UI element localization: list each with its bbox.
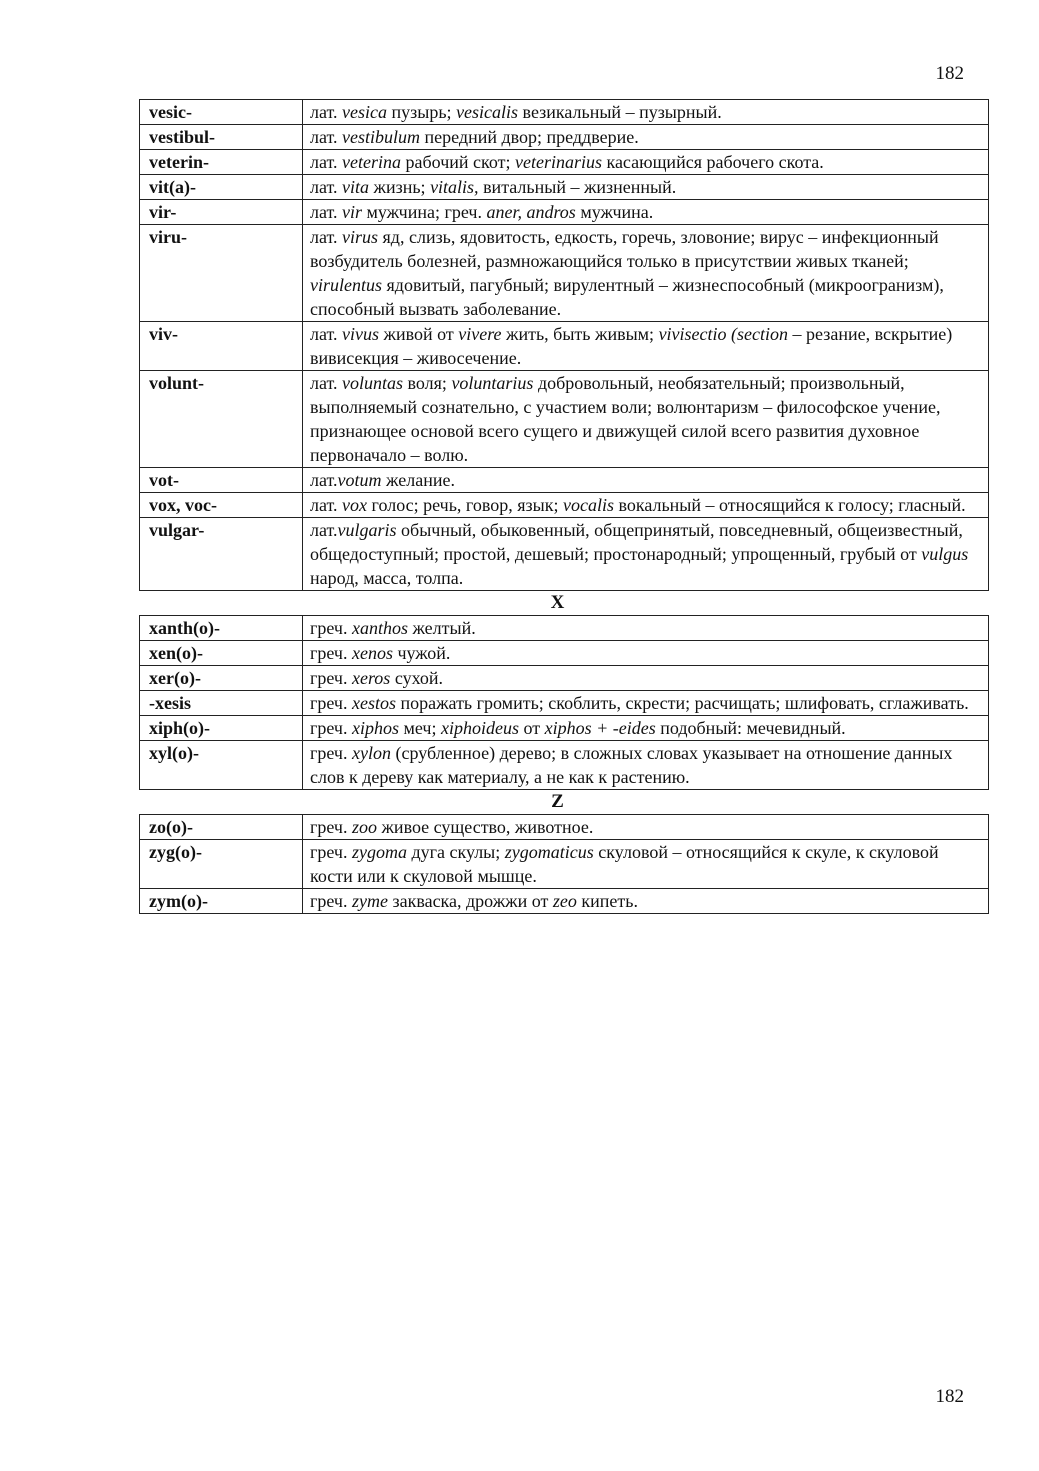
table-row (140, 691, 989, 716)
page-number-bottom: 182 (935, 1386, 964, 1407)
table-row (140, 322, 989, 371)
definition-text: вокальный – относящийся к голосу; гласный. (613, 495, 966, 515)
definition-text: меч; (398, 718, 441, 738)
term-cell: xen(o)- (140, 641, 303, 666)
glossary-table (139, 814, 989, 914)
definition-italic-text: zygomaticus (504, 842, 594, 862)
table-row (140, 815, 989, 840)
table-row (140, 641, 989, 666)
definition-italic-text: vocalis (562, 495, 614, 515)
definition-text: чужой. (392, 643, 451, 663)
definition-cell (303, 150, 989, 175)
definition-text: рабочий скот; (401, 152, 515, 172)
table-row (140, 741, 989, 790)
table-row (140, 468, 989, 493)
definition-italic-text: veterinarius (514, 152, 602, 172)
table-row (140, 150, 989, 175)
definition-text: голос; речь, говор, язык; (367, 495, 563, 515)
term-cell: vesic- (140, 100, 303, 125)
definition-text: – резание, вскрытие) вивисекция – живосечение. (310, 324, 953, 368)
term-cell: viv- (140, 322, 303, 371)
definition-italic-text: vivere (458, 324, 502, 344)
definition-text: скуловой – относящийся к скуле, к скуловой кости или к скуловой мышце. (310, 842, 939, 886)
definition-cell (303, 815, 989, 840)
definition-text: передний двор; преддверие. (420, 127, 639, 147)
definition-italic-text: veterina (342, 152, 402, 172)
term-cell: xanth(o)- (140, 616, 303, 641)
definition-cell (303, 322, 989, 371)
glossary-table (139, 615, 989, 790)
definition-cell (303, 200, 989, 225)
definition-italic-text: xiphos (351, 718, 399, 738)
definition-cell (303, 616, 989, 641)
page-number-top: 182 (935, 63, 964, 84)
section-heading: X (550, 592, 565, 613)
definition-text: воля; (403, 373, 452, 393)
definition-text: лат. (310, 373, 343, 393)
definition-italic-text: vulgus (921, 544, 969, 564)
definition-text: лат. (310, 177, 343, 197)
table-row (140, 200, 989, 225)
definition-italic-text: xylon (351, 743, 391, 763)
definition-cell (303, 100, 989, 125)
definition-text: желание. (381, 470, 455, 490)
definition-text: лат. (310, 495, 343, 515)
term-cell: zym(o)- (140, 889, 303, 914)
definition-italic-text: voluntas (342, 373, 404, 393)
definition-text: от (518, 718, 545, 738)
table-row (140, 666, 989, 691)
definition-text: живой от (379, 324, 459, 344)
definition-text: мужчина. (575, 202, 654, 222)
definition-cell (303, 641, 989, 666)
definition-italic-text: zoo (351, 817, 377, 837)
definition-cell (303, 125, 989, 150)
definition-italic-text: votum (337, 470, 382, 490)
definition-text: греч. (310, 842, 352, 862)
definition-italic-text: virus (342, 227, 379, 247)
term-cell: volunt- (140, 371, 303, 468)
glossary-table (139, 99, 989, 591)
definition-italic-text: virulentus (310, 275, 382, 295)
definition-text: лат. (310, 202, 343, 222)
definition-italic-text: voluntarius (451, 373, 534, 393)
definition-text: поражать громить; скоблить, скрести; расчищать; шлифовать, сглаживать. (395, 693, 969, 713)
table-row (140, 175, 989, 200)
definition-text: живое существо, животное. (377, 817, 594, 837)
definition-text: лат. (310, 102, 343, 122)
definition-italic-text: vitalis, (430, 177, 479, 197)
definition-cell (303, 175, 989, 200)
table-row (140, 840, 989, 889)
definition-italic-text: xestos (351, 693, 396, 713)
term-cell: xer(o)- (140, 666, 303, 691)
definition-italic-text: vir (342, 202, 363, 222)
table-row (140, 889, 989, 914)
definition-cell (303, 741, 989, 790)
definition-text: народ, масса, толпа. (310, 568, 464, 588)
definition-text: лат. (310, 227, 343, 247)
table-row (140, 493, 989, 518)
definition-text: лат. (310, 520, 338, 540)
definition-cell (303, 840, 989, 889)
definition-italic-text: vivisectio (section (658, 324, 789, 344)
term-cell: xyl(o)- (140, 741, 303, 790)
definition-text: греч. (310, 643, 352, 663)
definition-italic-text: xiphos + -eides (544, 718, 656, 738)
definition-italic-text: zeo (552, 891, 577, 911)
definition-cell (303, 371, 989, 468)
definition-text: дуга скулы; (406, 842, 505, 862)
definition-italic-text: vivus (342, 324, 380, 344)
term-cell: -xesis (140, 691, 303, 716)
definition-text: обычный, обыковенный, общепринятый, повседневный, общеизвестный, общедоступный; простой, дешевый; простонародный; упрощенный, грубый от (310, 520, 963, 564)
definition-text: греч. (310, 817, 352, 837)
definition-text: кипеть. (576, 891, 638, 911)
definition-text: везикальный – пузырный. (518, 102, 722, 122)
definition-text: греч. (310, 693, 352, 713)
definition-italic-text: xiphoideus (440, 718, 519, 738)
definition-text: витальный – жизненный. (478, 177, 677, 197)
table-row (140, 716, 989, 741)
definition-text: яд, слизь, ядовитость, едкость, горечь, зловоние; вирус – инфекционный возбудитель болезней, размножающийся только в присутствии живых тканей; (310, 227, 939, 271)
definition-italic-text: vesicalis (456, 102, 519, 122)
definition-cell (303, 889, 989, 914)
definition-text: лат. (310, 152, 343, 172)
term-cell: vox, voc- (140, 493, 303, 518)
table-row (140, 225, 989, 322)
table-row (140, 371, 989, 468)
term-cell: zo(o)- (140, 815, 303, 840)
definition-text: греч. (310, 743, 352, 763)
definition-text: (срубленное) дерево; в сложных словах указывает на отношение данных слов к дереву как материалу, а не как к растению. (310, 743, 953, 787)
definition-text: мужчина; греч. (362, 202, 487, 222)
definition-italic-text: vita (342, 177, 370, 197)
definition-italic-text: zyme (351, 891, 388, 911)
definition-text: греч. (310, 668, 352, 688)
definition-italic-text: aner, andros (486, 202, 576, 222)
definition-text: пузырь; (387, 102, 457, 122)
definition-text: сухой. (390, 668, 444, 688)
definition-text: лат. (310, 470, 338, 490)
definition-text: жизнь; (369, 177, 431, 197)
definition-text: греч. (310, 891, 352, 911)
definition-cell (303, 691, 989, 716)
definition-italic-text: vesica (342, 102, 388, 122)
glossary-content (139, 99, 976, 914)
definition-italic-text: vulgaris (337, 520, 397, 540)
section-heading: Z (551, 791, 564, 812)
definition-italic-text: zygoma (351, 842, 407, 862)
term-cell: vestibul- (140, 125, 303, 150)
definition-text: греч. (310, 718, 352, 738)
definition-text: лат. (310, 127, 343, 147)
definition-text: закваска, дрожжи от (387, 891, 553, 911)
definition-cell (303, 468, 989, 493)
table-row (140, 518, 989, 591)
definition-italic-text: xeros (351, 668, 391, 688)
definition-italic-text: vestibulum (342, 127, 421, 147)
term-cell: vit(a)- (140, 175, 303, 200)
definition-cell (303, 493, 989, 518)
definition-text: греч. (310, 618, 352, 638)
definition-text: желтый. (407, 618, 476, 638)
definition-text: ядовитый, пагубный; вирулентный – жизнеспособный (микроогранизм), способный вызвать заболевание. (310, 275, 944, 319)
table-row (140, 100, 989, 125)
definition-italic-text: vox (342, 495, 368, 515)
definition-cell (303, 518, 989, 591)
definition-text: жить, быть живым; (501, 324, 659, 344)
term-cell: zyg(o)- (140, 840, 303, 889)
definition-cell (303, 666, 989, 691)
table-row (140, 616, 989, 641)
term-cell: vir- (140, 200, 303, 225)
definition-text: добровольный, необязательный; произвольный, выполняемый сознательно, с участием воли; волюнтаризм – философское учение, признающее основой всего сущего и движущей силой всего развития духовное первоначало – волю. (310, 373, 941, 465)
definition-text: лат. (310, 324, 343, 344)
definition-text: подобный: мечевидный. (655, 718, 846, 738)
definition-italic-text: xenos (351, 643, 393, 663)
definition-cell (303, 225, 989, 322)
definition-text: касающийся рабочего скота. (601, 152, 824, 172)
definition-italic-text: xanthos (351, 618, 408, 638)
term-cell: vot- (140, 468, 303, 493)
term-cell: viru- (140, 225, 303, 322)
term-cell: veterin- (140, 150, 303, 175)
table-row (140, 125, 989, 150)
term-cell: xiph(o)- (140, 716, 303, 741)
term-cell: vulgar- (140, 518, 303, 591)
definition-cell (303, 716, 989, 741)
